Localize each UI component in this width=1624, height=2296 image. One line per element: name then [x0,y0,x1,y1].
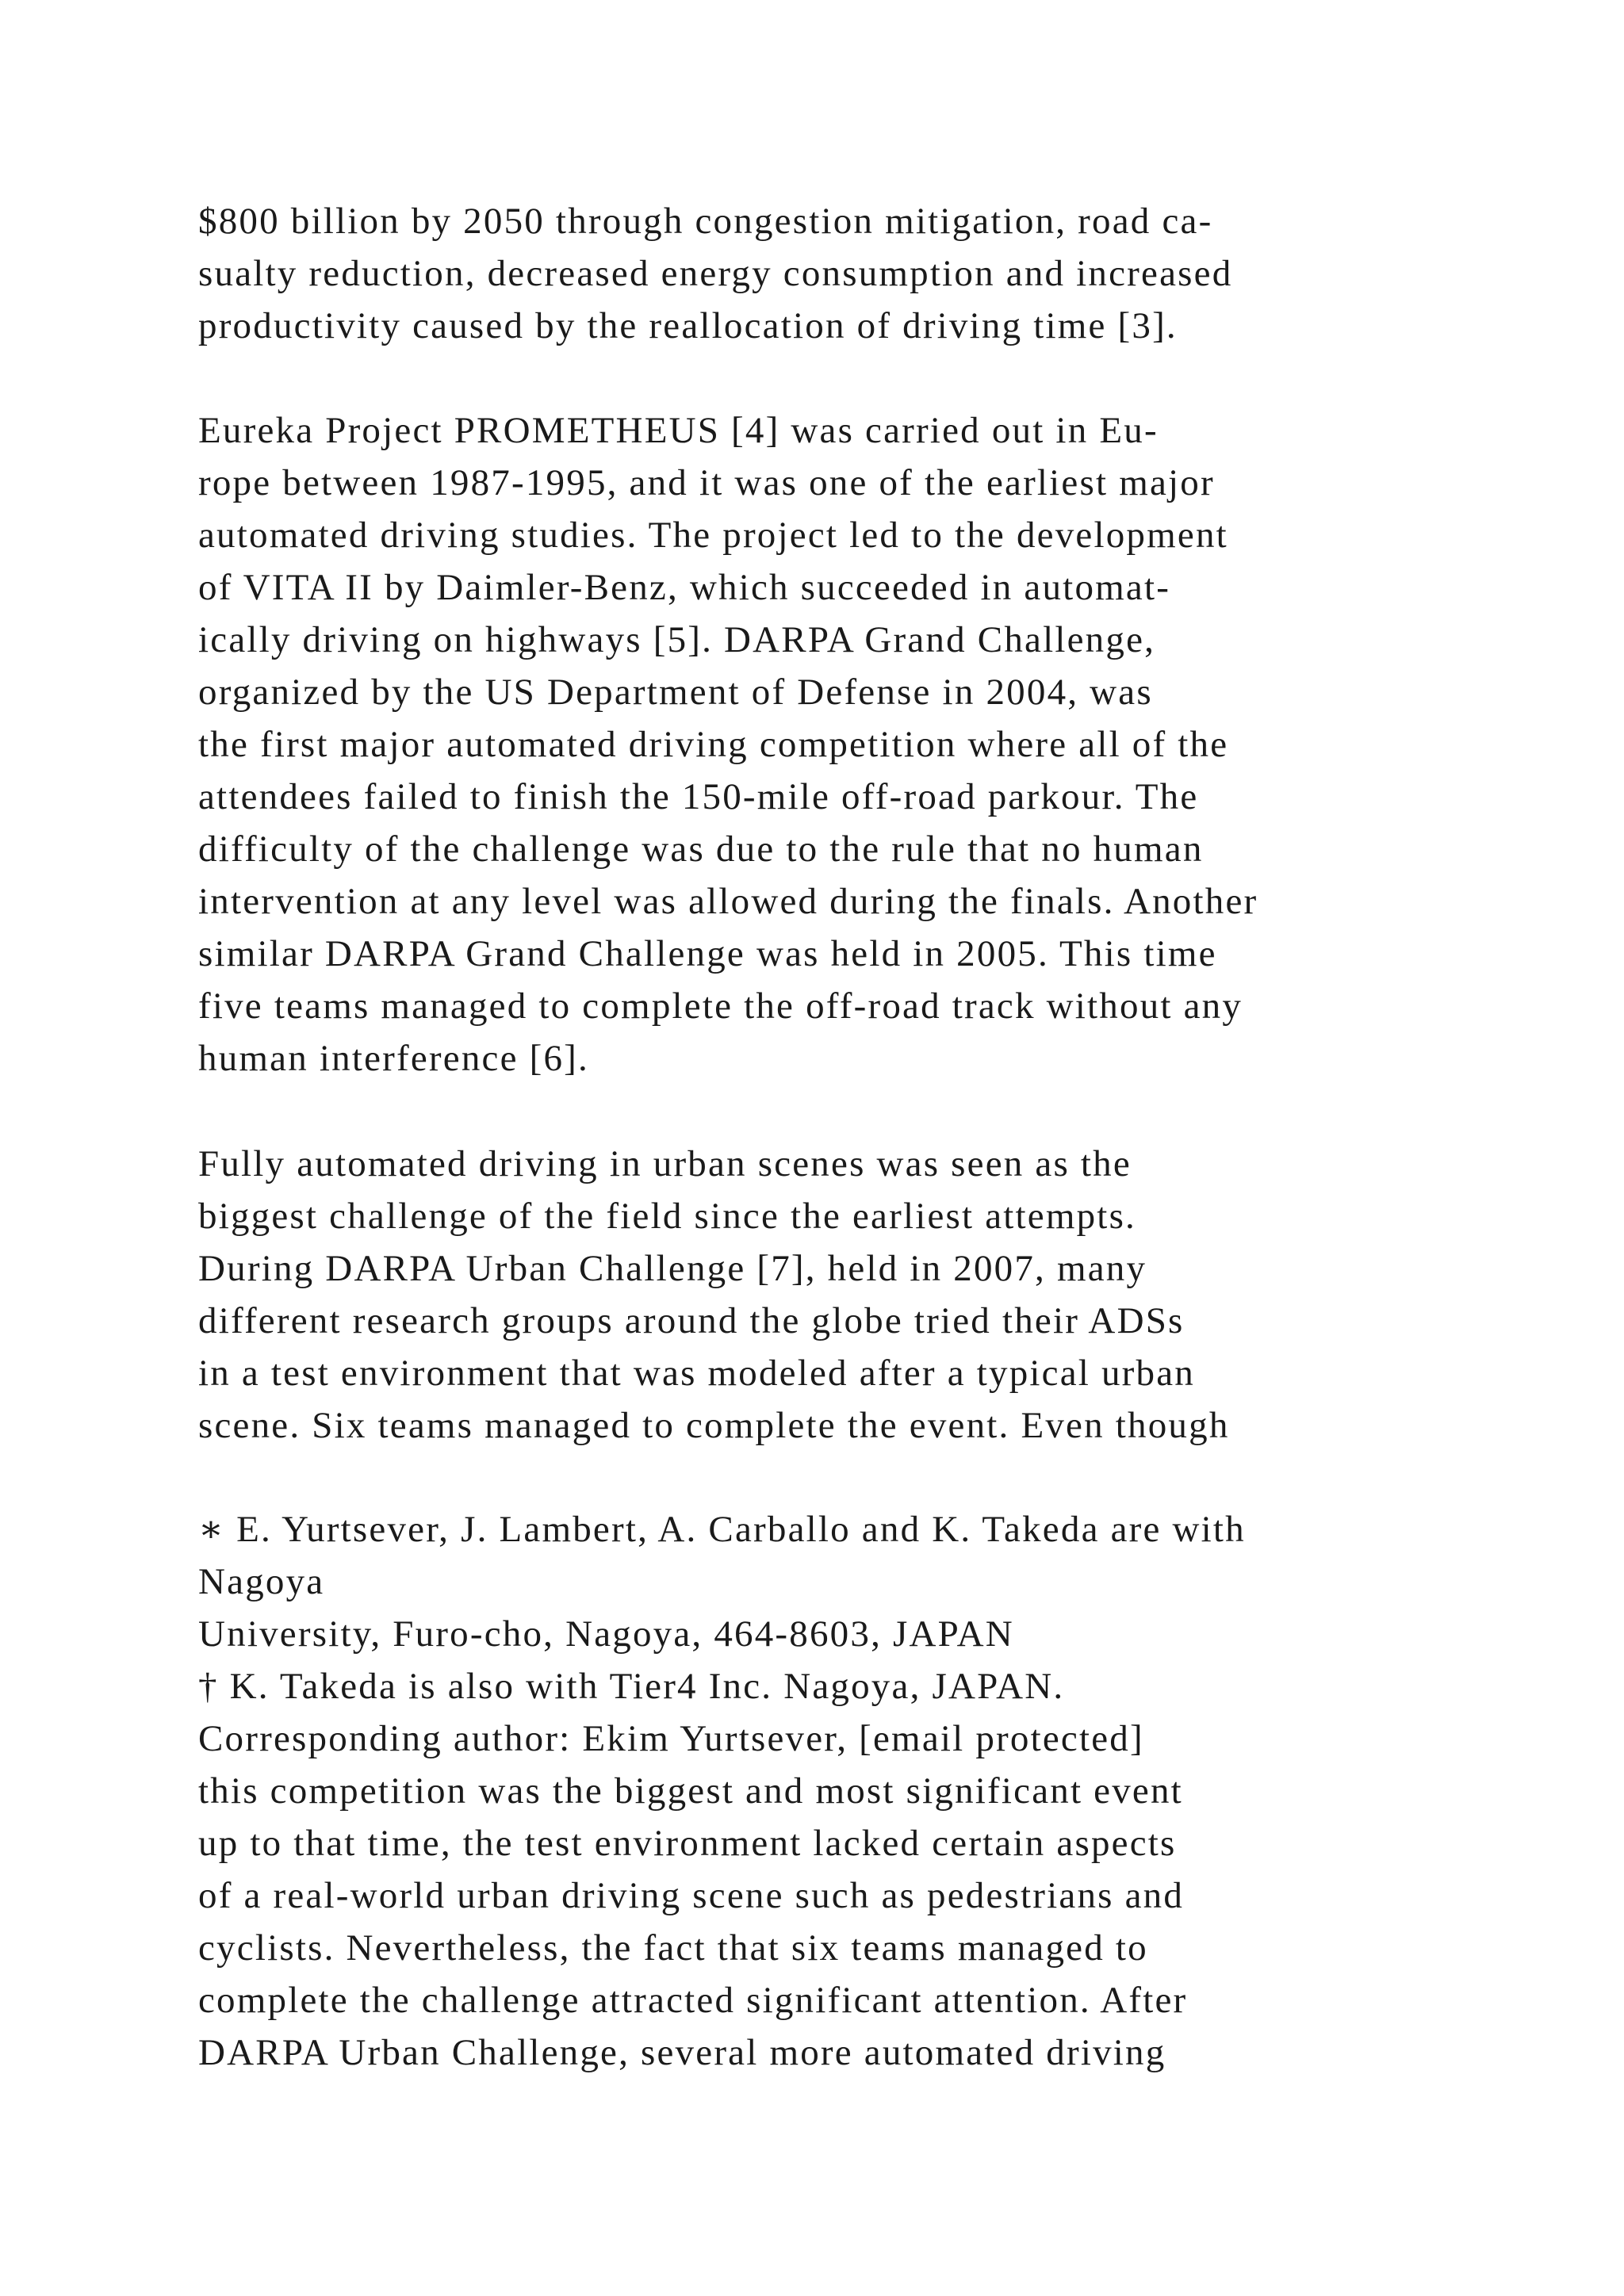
text-line: Fully automated driving in urban scenes was seen as the [198,1143,1132,1184]
text-line: ∗ E. Yurtsever, J. Lambert, A. Carballo and K. Takeda are with [198,1509,1246,1550]
text-line: ically driving on highways [5]. DARPA Grand Challenge, [198,619,1156,660]
text-line: attendees failed to finish the 150-mile off-road parkour. The [198,776,1199,817]
paragraph-history [198,404,1546,1085]
text-line: the first major automated driving competition where all of the [198,724,1229,765]
text-line: † K. Takeda is also with Tier4 Inc. Nagoya, JAPAN. [198,1666,1065,1707]
text-line: intervention at any level was allowed during the finals. Another [198,881,1258,922]
text-line: difficulty of the challenge was due to the rule that no human [198,828,1204,870]
text-line: productivity caused by the reallocation of driving time [3]. [198,305,1178,346]
text-line: five teams managed to complete the off-road track without any [198,985,1243,1027]
paragraph-urban-challenge [198,1138,1546,1452]
text-line: University, Furo-cho, Nagoya, 464-8603, JAPAN [198,1613,1014,1655]
text-line: up to that time, the test environment lacked certain aspects [198,1823,1177,1864]
text-line: Corresponding author: Ekim Yurtsever, [email protected] [198,1718,1144,1759]
paragraph-economic-impact [198,195,1546,352]
text-line: organized by the US Department of Defense in 2004, was [198,672,1153,713]
text-line: in a test environment that was modeled after a typical urban [198,1353,1195,1394]
text-line: this competition was the biggest and most significant event [198,1770,1183,1812]
text-line: different research groups around the globe tried their ADSs [198,1300,1185,1341]
text-line: sualty reduction, decreased energy consumption and increased [198,253,1233,294]
text-line: $800 billion by 2050 through congestion mitigation, road ca- [198,201,1213,242]
text-line: During DARPA Urban Challenge [7], held in 2007, many [198,1248,1147,1289]
text-line: human interference [6]. [198,1038,589,1079]
text-line: automated driving studies. The project led to the development [198,515,1228,556]
text-line: DARPA Urban Challenge, several more automated driving [198,2032,1166,2073]
text-line: of a real-world urban driving scene such as pedestrians and [198,1875,1185,1916]
paragraph-affiliations-and-continuation [198,1503,1546,2079]
text-line: cyclists. Nevertheless, the fact that six teams managed to [198,1927,1148,1969]
text-line: Nagoya [198,1561,325,1602]
text-line: of VITA II by Daimler-Benz, which succeeded in automat- [198,567,1171,608]
text-line: Eureka Project PROMETHEUS [4] was carried out in Eu- [198,410,1159,451]
text-line: complete the challenge attracted significant attention. After [198,1980,1188,2021]
text-line: similar DARPA Grand Challenge was held in 2005. This time [198,933,1217,974]
text-line: biggest challenge of the field since the earliest attempts. [198,1196,1137,1237]
text-line: scene. Six teams managed to complete the event. Even though [198,1405,1230,1446]
text-line: rope between 1987-1995, and it was one of the earliest major [198,462,1215,503]
